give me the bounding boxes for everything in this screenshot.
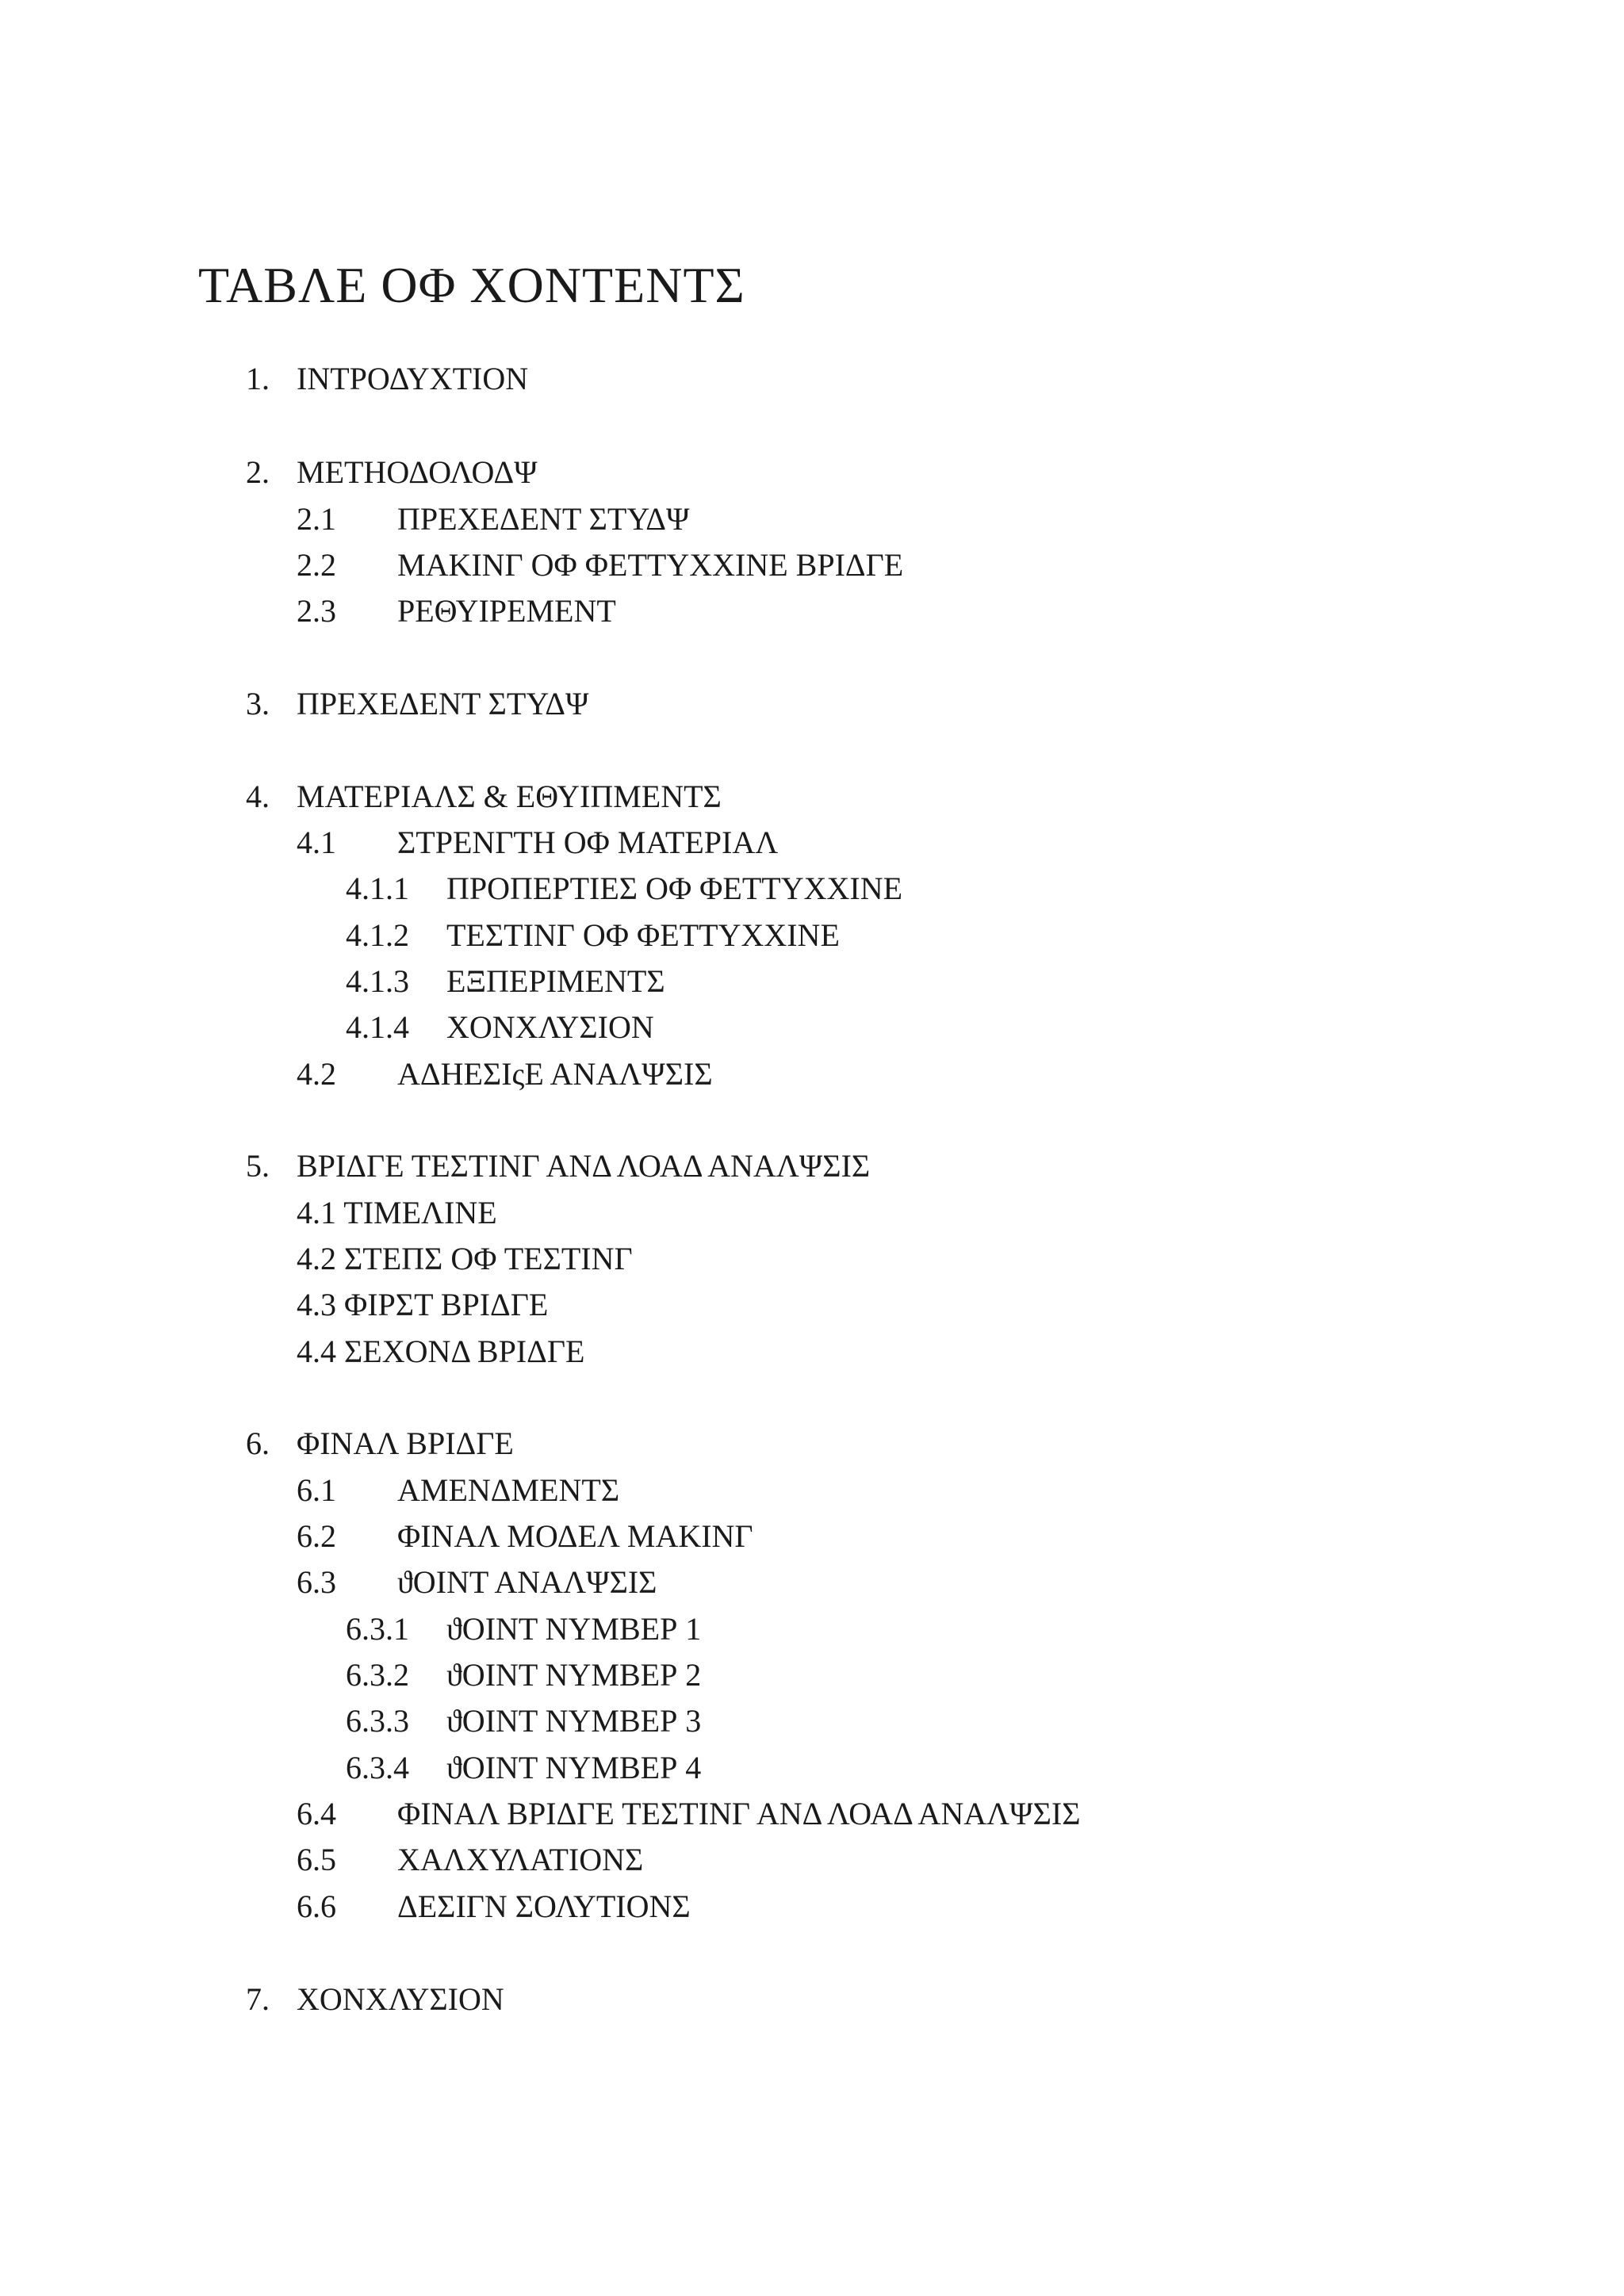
toc-entry-number: 2. [246, 454, 270, 490]
toc-entry-number: 6.3 [297, 1564, 336, 1600]
toc-entry-label: ϑΟΙΝΤ ΝΥΜΒΕΡ 4 [446, 1750, 702, 1785]
toc-entry-label: ΡΕΘΥΙΡΕΜΕΝΤ [397, 593, 616, 629]
toc-entry-number: 4.1.1 [346, 871, 409, 906]
toc-entry-number: 6.3.2 [346, 1657, 409, 1693]
toc-entry-label: ΧΟΝΧΛΥΣΙΟΝ [446, 1009, 654, 1045]
toc-entry-label: ϑΟΙΝΤ ΑΝΑΛΨΣΙΣ [397, 1564, 657, 1600]
toc-entry-number: 6.1 [297, 1472, 336, 1508]
toc-entry-label: ΜΕΤΗΟΔΟΛΟΔΨ [297, 454, 538, 490]
toc-entry-number: 4.1.3 [346, 963, 409, 999]
toc-entry-number: 4.2 [297, 1056, 336, 1092]
toc-entry-number: 3. [246, 686, 270, 721]
toc-entry-label: ϑΟΙΝΤ ΝΥΜΒΕΡ 3 [446, 1703, 702, 1739]
toc-entry-label: ΠΡΕΧΕΔΕΝΤ ΣΤΥΔΨ [297, 686, 589, 721]
toc-entry-label: ΕΞΠΕΡΙΜΕΝΤΣ [446, 963, 665, 999]
toc-entry-label: ϑΟΙΝΤ ΝΥΜΒΕΡ 1 [446, 1611, 702, 1647]
toc-entry-label: ΦΙΝΑΛ ΜΟΔΕΛ ΜΑΚΙΝΓ [397, 1518, 753, 1554]
toc-entry-label: ΑΜΕΝΔΜΕΝΤΣ [397, 1472, 620, 1508]
toc-entry-label: ΦΙΝΑΛ ΒΡΙΔΓΕ ΤΕΣΤΙΝΓ ΑΝΔ ΛΟΑΔ ΑΝΑΛΨΣΙΣ [397, 1796, 1081, 1831]
toc-entry-number: 4.1 [297, 825, 336, 860]
toc-entry-label: ϑΟΙΝΤ ΝΥΜΒΕΡ 2 [446, 1657, 702, 1693]
toc-entry-5-b[interactable]: 4.2 ΣΤΕΠΣ ΟΦ ΤΕΣΤΙΝΓ [297, 1241, 633, 1276]
toc-entry-label: ΜΑΚΙΝΓ ΟΦ ΦΕΤΤΥΧΧΙΝΕ ΒΡΙΔΓΕ [397, 547, 904, 583]
toc-entry-5-c[interactable]: 4.3 ΦΙΡΣΤ ΒΡΙΔΓΕ [297, 1287, 549, 1322]
toc-entry-label: ΧΑΛΧΥΛΑΤΙΟΝΣ [397, 1842, 644, 1877]
toc-title: ΤΑΒΛΕ ΟΦ ΧΟΝΤΕΝΤΣ [198, 257, 745, 313]
toc-entry-number: 1. [246, 361, 270, 396]
toc-entry-number: 6.3.1 [346, 1611, 409, 1647]
toc-entry-number: 6.4 [297, 1796, 336, 1831]
toc-entry-number: 4.1.2 [346, 917, 409, 953]
toc-entry-label: ΣΤΡΕΝΓΤΗ ΟΦ ΜΑΤΕΡΙΑΛ [397, 825, 779, 860]
toc-entry-label: ΙΝΤΡΟΔΥΧΤΙΟΝ [297, 361, 529, 396]
toc-entry-number: 4. [246, 779, 270, 814]
toc-entry-label: ΠΡΟΠΕΡΤΙΕΣ ΟΦ ΦΕΤΤΥΧΧΙΝΕ [446, 871, 903, 906]
toc-entry-number: 4.1.4 [346, 1009, 409, 1045]
toc-entry-number: 6.5 [297, 1842, 336, 1877]
toc-entry-number: 2.2 [297, 547, 336, 583]
toc-entry-5-d[interactable]: 4.4 ΣΕΧΟΝΔ ΒΡΙΔΓΕ [297, 1334, 585, 1369]
toc-entry-label: ΑΔΗΕΣΙςΕ ΑΝΑΛΨΣΙΣ [397, 1056, 713, 1092]
toc-entry-label: ΜΑΤΕΡΙΑΛΣ & ΕΘΥΙΠΜΕΝΤΣ [297, 779, 722, 814]
toc-entry-number: 5. [246, 1148, 270, 1184]
toc-entry-5-a[interactable]: 4.1 ΤΙΜΕΛΙΝΕ [297, 1195, 497, 1230]
toc-entry-number: 7. [246, 1981, 270, 2017]
toc-entry-number: 6. [246, 1425, 270, 1461]
toc-entry-number: 2.3 [297, 593, 336, 629]
toc-entry-number: 6.6 [297, 1888, 336, 1924]
toc-entry-number: 6.3.4 [346, 1750, 409, 1785]
toc-entry-label: ΔΕΣΙΓΝ ΣΟΛΥΤΙΟΝΣ [397, 1888, 691, 1924]
toc-entry-label: ΠΡΕΧΕΔΕΝΤ ΣΤΥΔΨ [397, 501, 690, 537]
toc-entry-label: ΒΡΙΔΓΕ ΤΕΣΤΙΝΓ ΑΝΔ ΛΟΑΔ ΑΝΑΛΨΣΙΣ [297, 1148, 871, 1184]
toc-entry-number: 6.3.3 [346, 1703, 409, 1739]
toc-entry-label: ΦΙΝΑΛ ΒΡΙΔΓΕ [297, 1425, 514, 1461]
toc-entry-label: ΧΟΝΧΛΥΣΙΟΝ [297, 1981, 504, 2017]
toc-entry-label: ΤΕΣΤΙΝΓ ΟΦ ΦΕΤΤΥΧΧΙΝΕ [446, 917, 840, 953]
toc-entry-number: 6.2 [297, 1518, 336, 1554]
toc-entry-number: 2.1 [297, 501, 336, 537]
